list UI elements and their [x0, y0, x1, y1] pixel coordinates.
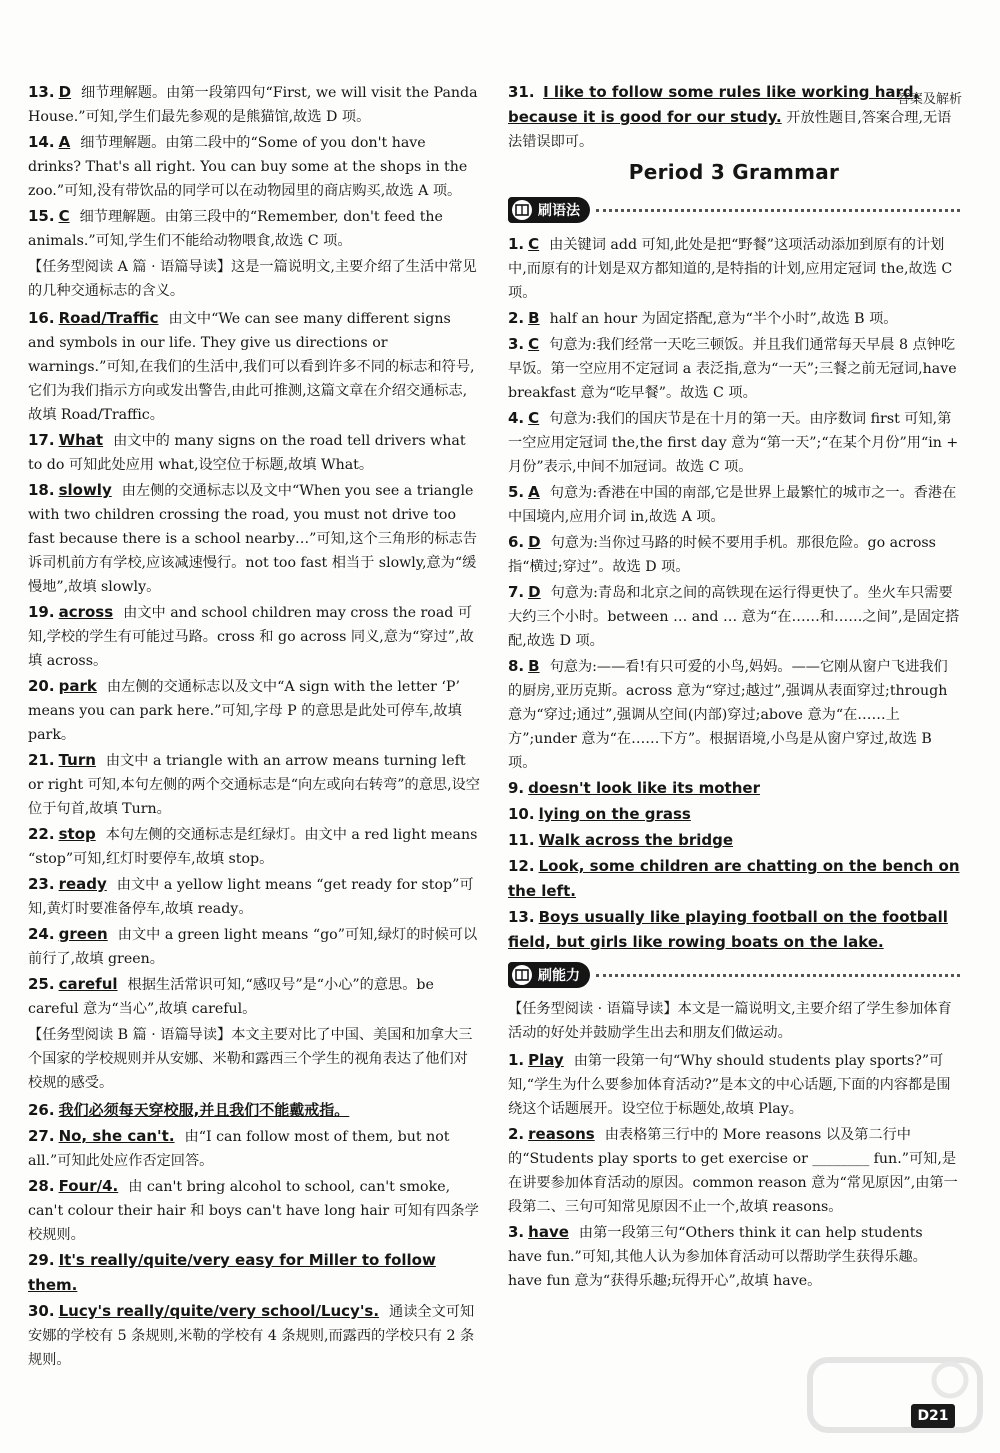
watermark-logo — [800, 1340, 990, 1450]
item-number: 7. — [508, 583, 525, 601]
section-badge — [508, 962, 590, 988]
item-answer: Four/4. — [58, 1177, 119, 1195]
item-explanation: 本句左侧的交通标志是红绿灯。由文中 a red light means “stop”可知,红灯时要停车,故填 stop。 — [28, 827, 478, 867]
item-answer: across — [58, 603, 114, 621]
item-number: 8. — [508, 657, 525, 675]
answer-item-31 — [508, 80, 960, 154]
item-explanation: 细节理解题。由第一段第四句“First, we will visit the Panda House.”可知,学生们最先参观的是熊猫馆,故选 D 项。 — [28, 85, 478, 125]
item-explanation: 句意为:——看!有只可爱的小鸟,妈妈。——它刚从窗户飞进我们的厨房,亚历克斯。across 意为“穿过;越过”,强调从表面穿过;through 意为“穿过;通过”,强调从空间(内部)穿过;above 意为“在……上方”;under 意为“在……下方”。根据语境,小鸟是从窗户穿过,故选 B 项。 — [508, 659, 948, 771]
item-explanation: 句意为:当你过马路的时候不要用手机。那很危险。go across 指“横过;穿过”。故选 D 项。 — [508, 535, 936, 575]
answer-item — [28, 872, 480, 921]
item-answer: I like to follow some rules like working hard, because it is good for our study. — [508, 83, 920, 126]
item-answer: Turn — [58, 751, 96, 769]
item-answer: Look, some children are chatting on the bench on the left. — [508, 857, 960, 900]
item-number: 23. — [28, 875, 55, 893]
answer-item — [28, 1248, 480, 1298]
answer-item — [28, 428, 480, 477]
item-number: 13. — [508, 908, 535, 926]
answer-item — [28, 80, 480, 129]
period-title: Period 3 Grammar — [628, 160, 840, 184]
right-answer-list-2 — [508, 1048, 960, 1293]
section-badge-label: 刷语法 — [538, 203, 580, 219]
item-answer: Boys usually like playing football on the football field, but girls like rowing boats on the lake. — [508, 908, 948, 951]
reading-note-a: 【任务型阅读 A 篇 · 语篇导读】这是一篇说明文,主要介绍了生活中常见的几种交通标志的含义。 — [28, 259, 477, 299]
item-explanation: 句意为:青岛和北京之间的高铁现在运行得更快了。坐火车只需要大约三个小时。between … and … 意为“在……和……之间”,是固定搭配,故选 D 项。 — [508, 585, 960, 649]
item-answer: C — [528, 235, 540, 253]
answer-item — [508, 654, 960, 775]
answer-item — [508, 232, 960, 305]
item-explanation: 由 can't bring alcohol to school, can't smoke, can't colour their hair 和 boys can't have long hair 可知有四条学校规则。 — [28, 1179, 479, 1243]
item-number: 19. — [28, 603, 55, 621]
item-explanation: 由文中“We can see many different signs and symbols in our life. They give us directions or warnings.”可知,在我们的生活中,我们可以看到许多不同的标志和符号,它们为我们指示方向或发出警告,由此可推测,这篇文章在介绍交通标志,故填 Road/Traffic。 — [28, 311, 475, 423]
left-answer-list — [28, 80, 480, 253]
item-answer: D — [58, 83, 72, 101]
answer-item — [28, 922, 480, 971]
item-answer: slowly — [58, 481, 112, 499]
answer-item — [508, 1122, 960, 1219]
item-answer: C — [528, 335, 540, 353]
item-answer: What — [58, 431, 104, 449]
answer-item — [28, 1174, 480, 1247]
item-answer: Road/Traffic — [58, 309, 159, 327]
item-explanation: 句意为:香港在中国的南部,它是世界上最繁忙的城市之一。香港在中国境内,应用介词 in,故选 A 项。 — [508, 485, 957, 525]
dotted-rule — [596, 209, 960, 212]
item-number: 1. — [508, 235, 525, 253]
section-header-ability — [508, 959, 960, 991]
item-number: 14. — [28, 133, 55, 151]
answer-item — [508, 828, 960, 853]
section-badge — [508, 197, 590, 223]
item-number: 6. — [508, 533, 525, 551]
item-number: 31. — [508, 83, 535, 101]
answer-item — [508, 530, 960, 579]
item-explanation: 由文中 and school children may cross the road 可知,学校的学生有可能过马路。cross 和 go across 同义,意为“穿过”,故填 across。 — [28, 605, 474, 669]
item-number: 5. — [508, 483, 525, 501]
item-answer: Walk across the bridge — [538, 831, 734, 849]
item-explanation: 由“I can follow most of them, but not all.”可知此处应作否定回答。 — [28, 1129, 450, 1169]
item-explanation: 由文中的 many signs on the road tell drivers what to do 可知此处应用 what,设空位于标题,故填 What。 — [28, 433, 466, 473]
item-number: 11. — [508, 831, 535, 849]
item-explanation: half an hour 为固定搭配,意为“半个小时”,故选 B 项。 — [549, 311, 898, 327]
section-header-grammar — [508, 194, 960, 226]
item-number: 18. — [28, 481, 55, 499]
item-explanation: 句意为:我们经常一天吃三顿饭。并且我们通常每天早晨 8 点钟吃早饭。第一空应用不定冠词 a 表泛指,意为“一天”;三餐之前无冠词,have breakfast 意为“吃早餐”。故选 C 项。 — [508, 337, 957, 401]
page-number: D21 — [911, 1404, 955, 1428]
answer-item — [28, 972, 480, 1021]
item-number: 22. — [28, 825, 55, 843]
answer-item — [508, 905, 960, 955]
answer-item — [508, 854, 960, 904]
item-explanation: 由左侧的交通标志以及文中“A sign with the letter ‘P’ means you can park here.”可知,字母 P 的意思是此处可停车,故填 park。 — [28, 679, 462, 743]
item-answer: C — [58, 207, 70, 225]
item-answer: D — [528, 583, 541, 601]
item-number: 10. — [508, 805, 535, 823]
item-answer: Lucy's really/quite/very school/Lucy's. — [58, 1302, 380, 1320]
item-explanation: 由第一段第三句“Others think it can help students have fun.”可知,其他人认为参加体育活动可以帮助学生获得乐趣。have fun 意为“获得乐趣;玩得开心”,故填 have。 — [508, 1225, 927, 1289]
item-number: 24. — [28, 925, 55, 943]
item-answer: green — [58, 925, 108, 943]
reading-note-b: 【任务型阅读 B 篇 · 语篇导读】本文主要对比了中国、美国和加拿大三个国家的学校规则并从安娜、米勒和露西三个学生的视角表达了他们对校规的感受。 — [28, 1027, 473, 1091]
item-answer: B — [528, 657, 540, 675]
item-explanation: 由第一段第一句“Why should students play sports?”可知,“学生为什么要参加体育活动?”是本文的中心话题,下面的内容都是围绕这个话题展开。设空位于标题处,故填 Play。 — [508, 1053, 951, 1117]
item-number: 20. — [28, 677, 55, 695]
item-number: 27. — [28, 1127, 55, 1145]
item-number: 17. — [28, 431, 55, 449]
answer-item — [508, 332, 960, 405]
item-explanation: 通读全文可知安娜的学校有 5 条规则,米勒的学校有 4 条规则,而露西的学校只有 2 条规则。 — [28, 1304, 475, 1368]
answer-item — [508, 580, 960, 653]
item-number: 29. — [28, 1251, 55, 1269]
item-explanation: 根据生活常识可知,“感叹号”是“小心”的意思。be careful 意为“当心”,故填 careful。 — [28, 977, 434, 1017]
answer-item — [28, 1124, 480, 1173]
answer-item — [508, 1048, 960, 1121]
answer-item — [28, 674, 480, 747]
item-number: 13. — [28, 83, 55, 101]
item-explanation: 由左侧的交通标志以及文中“When you see a triangle with two children crossing the road, you must not drive too fast because there is a school nearby…”可知,这个三角形的标志告诉司机前方有学校,应该减速慢行。not too fast 相当于 slowly,意为“缓慢地”,故填 slowly。 — [28, 483, 478, 595]
item-answer: Play — [528, 1051, 564, 1069]
item-number: 25. — [28, 975, 55, 993]
answer-item — [508, 306, 960, 331]
item-number: 15. — [28, 207, 55, 225]
item-number: 1. — [508, 1051, 525, 1069]
dotted-rule — [596, 974, 960, 977]
item-answer: D — [528, 533, 541, 551]
item-answer: No, she can't. — [58, 1127, 175, 1145]
item-number: 2. — [508, 309, 525, 327]
item-answer: C — [528, 409, 540, 427]
item-number: 30. — [28, 1302, 55, 1320]
item-explanation: 细节理解题。由第三段中的“Remember, don't feed the animals.”可知,学生们不能给动物喂食,故选 C 项。 — [28, 209, 443, 249]
answer-item — [28, 748, 480, 821]
answer-item — [508, 776, 960, 801]
item-number: 4. — [508, 409, 525, 427]
answer-item — [28, 1098, 480, 1123]
item-number: 12. — [508, 857, 535, 875]
item-answer: A — [528, 483, 540, 501]
answer-item — [508, 1220, 960, 1293]
book-icon — [512, 200, 532, 220]
answer-item — [28, 130, 480, 203]
item-answer: careful — [58, 975, 118, 993]
item-number: 2. — [508, 1125, 525, 1143]
reading-note-c: 【任务型阅读 · 语篇导读】本文是一篇说明文,主要介绍了学生参加体育活动的好处并鼓励学生出去和朋友们做运动。 — [508, 1001, 952, 1041]
answer-item — [28, 478, 480, 599]
item-answer: stop — [58, 825, 96, 843]
left-column — [28, 80, 480, 1373]
item-number: 3. — [508, 1223, 525, 1241]
answer-item — [28, 1299, 480, 1372]
item-explanation: 细节理解题。由第二段中的“Some of you don't have drinks? That's all right. You can buy some at the shops in the zoo.”可知,没有带饮品的同学可以在动物园里的商店购买,故选 A 项。 — [28, 135, 468, 199]
item-answer: It's really/quite/very easy for Miller to follow them. — [28, 1251, 436, 1294]
right-column — [508, 80, 960, 1294]
item-answer: park — [58, 677, 97, 695]
item-explanation: 由文中 a green light means “go”可知,绿灯的时候可以前行了,故填 green。 — [28, 927, 478, 967]
item-number: 9. — [508, 779, 525, 797]
item-answer: ready — [58, 875, 107, 893]
answer-item — [508, 480, 960, 529]
answer-item — [508, 406, 960, 479]
running-header: 答案及解析 — [896, 92, 962, 107]
item-number: 28. — [28, 1177, 55, 1195]
item-explanation: 开放性题目,答案合理,无语法错误即可。 — [508, 110, 952, 150]
item-answer: B — [528, 309, 540, 327]
right-answer-list — [508, 232, 960, 955]
item-number: 3. — [508, 335, 525, 353]
item-answer: 我们必须每天穿校服,并且我们不能戴戒指。 — [58, 1101, 350, 1119]
answer-item — [28, 204, 480, 253]
item-answer: reasons — [528, 1125, 595, 1143]
item-explanation: 由关键词 add 可知,此处是把“野餐”这项活动添加到原有的计划中,而原有的计划是双方都知道的,是特指的计划,应用定冠词 the,故选 C 项。 — [508, 237, 953, 301]
left-answer-list-2 — [28, 306, 480, 1021]
item-answer: A — [58, 133, 71, 151]
answer-item — [508, 802, 960, 827]
item-explanation: 句意为:我们的国庆节是在十月的第一天。由序数词 first 可知,第一空应用定冠词 the,the first day 意为“第一天”;“在某个月份”用“in + 月份”表示,中间不加冠词。故选 C 项。 — [508, 411, 959, 475]
item-number: 21. — [28, 751, 55, 769]
book-icon — [512, 965, 532, 985]
item-number: 26. — [28, 1101, 55, 1119]
answer-item — [28, 822, 480, 871]
answer-item — [28, 306, 480, 427]
item-number: 16. — [28, 309, 55, 327]
item-answer: doesn't look like its mother — [528, 779, 760, 797]
item-explanation: 由文中 a triangle with an arrow means turning left or right 可知,本句左侧的两个交通标志是“向左或向右转弯”的意思,设空位于句首,故填 Turn。 — [28, 753, 480, 817]
answer-item — [28, 600, 480, 673]
left-answer-list-3 — [28, 1098, 480, 1372]
item-explanation: 由文中 a yellow light means “get ready for stop”可知,黄灯时要准备停车,故填 ready。 — [28, 877, 474, 917]
item-answer: lying on the grass — [538, 805, 691, 823]
item-answer: have — [528, 1223, 569, 1241]
section-badge-label: 刷能力 — [538, 968, 580, 984]
item-explanation: 由表格第三行中的 More reasons 以及第二行中的“Students play sports to get exercise or ________ fun.”可知,是在讲要参加体育活动的原因。common reason 意为“常见原因”,由第一段第二、三句可知常见原因不止一个,故填 reasons。 — [508, 1127, 958, 1215]
